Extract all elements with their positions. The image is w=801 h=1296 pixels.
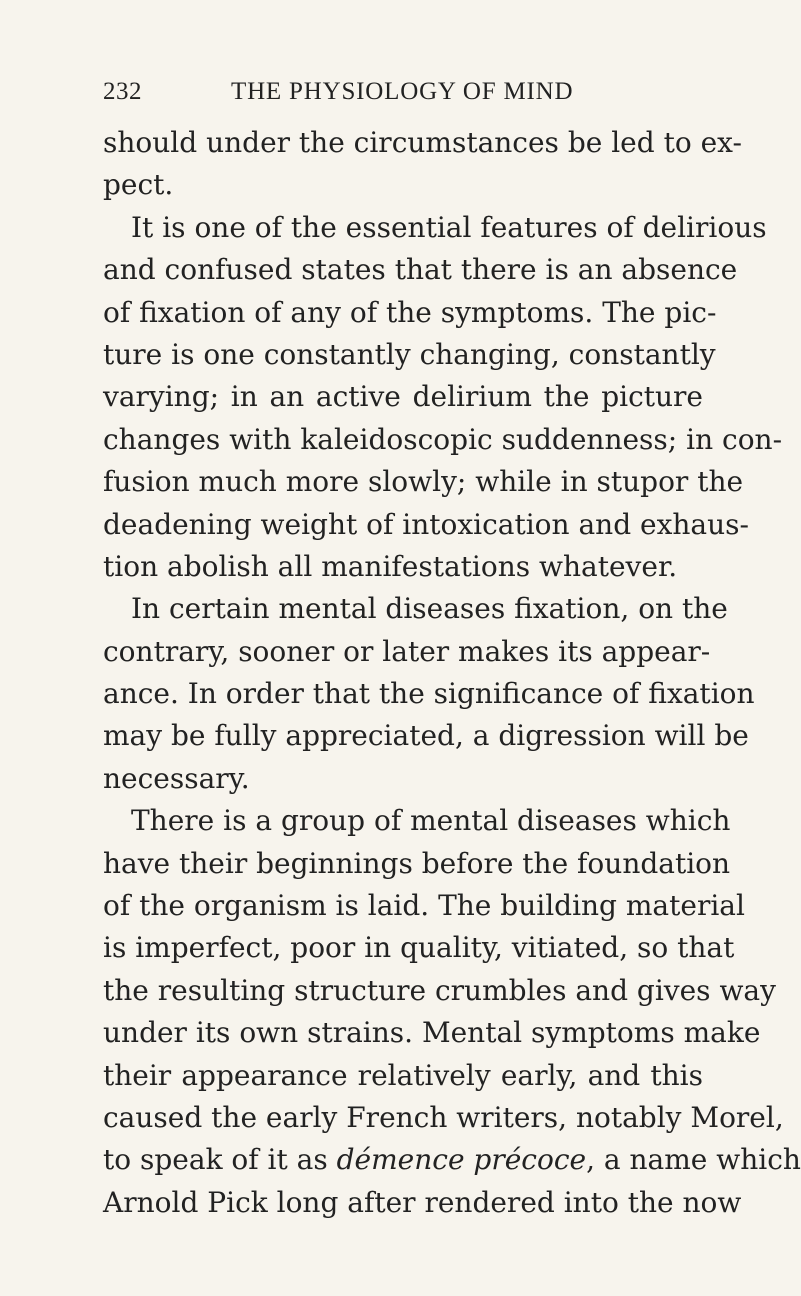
running-head xyxy=(103,78,703,108)
text-line: Arnold Pick long after rendered into the now xyxy=(103,1185,742,1219)
body-text xyxy=(103,122,801,1224)
text-line: the resulting structure crumbles and gives way xyxy=(103,973,776,1007)
page-number: 232 xyxy=(103,78,142,105)
text-line: may be fully appreciated, a digression will be xyxy=(103,719,749,753)
text-line: deadening weight of intoxication and exhaus- xyxy=(103,507,749,541)
text-line: is imperfect, poor in quality, vitiated, so that xyxy=(103,931,735,965)
text-line: necessary. xyxy=(103,761,250,795)
text-line: caused the early French writers, notably Morel, xyxy=(103,1100,784,1134)
text-line: In certain mental diseases fixation, on the xyxy=(131,592,728,626)
text-line: their appearance relatively early, and this xyxy=(103,1058,703,1092)
text-line: ture is one constantly changing, constantly xyxy=(103,337,716,371)
text-line: should under the circumstances be led to ex- xyxy=(103,126,742,159)
italic-term: démence précoce xyxy=(336,1143,587,1177)
text-line: There is a group of mental diseases which xyxy=(131,804,731,838)
text-line: of the organism is laid. The building material xyxy=(103,889,745,923)
text-line: have their beginnings before the foundation xyxy=(103,846,731,880)
running-title: THE PHYSIOLOGY OF MIND xyxy=(231,78,574,105)
line-text-before: to speak of it as xyxy=(103,1143,337,1177)
text-line: varying; in an active delirium the picture xyxy=(103,380,703,414)
text-line: under its own strains. Mental symptoms make xyxy=(103,1016,761,1050)
text-line: and confused states that there is an absence xyxy=(103,253,738,287)
text-line: fusion much more slowly; while in stupor the xyxy=(103,465,744,499)
text-line: of fixation of any of the symptoms. The pic- xyxy=(103,295,717,329)
text-line: pect. xyxy=(103,168,174,202)
text-line: tion abolish all manifestations whatever. xyxy=(103,549,678,583)
text-line: It is one of the essential features of delirious xyxy=(131,210,767,244)
text-line: ance. In order that the significance of fixation xyxy=(103,677,755,711)
line-text-after: , a name which xyxy=(586,1143,801,1177)
text-line: changes with kaleidoscopic suddenness; in con- xyxy=(103,422,783,456)
text-line: contrary, sooner or later makes its appear- xyxy=(103,634,711,668)
text-line xyxy=(103,1139,801,1181)
